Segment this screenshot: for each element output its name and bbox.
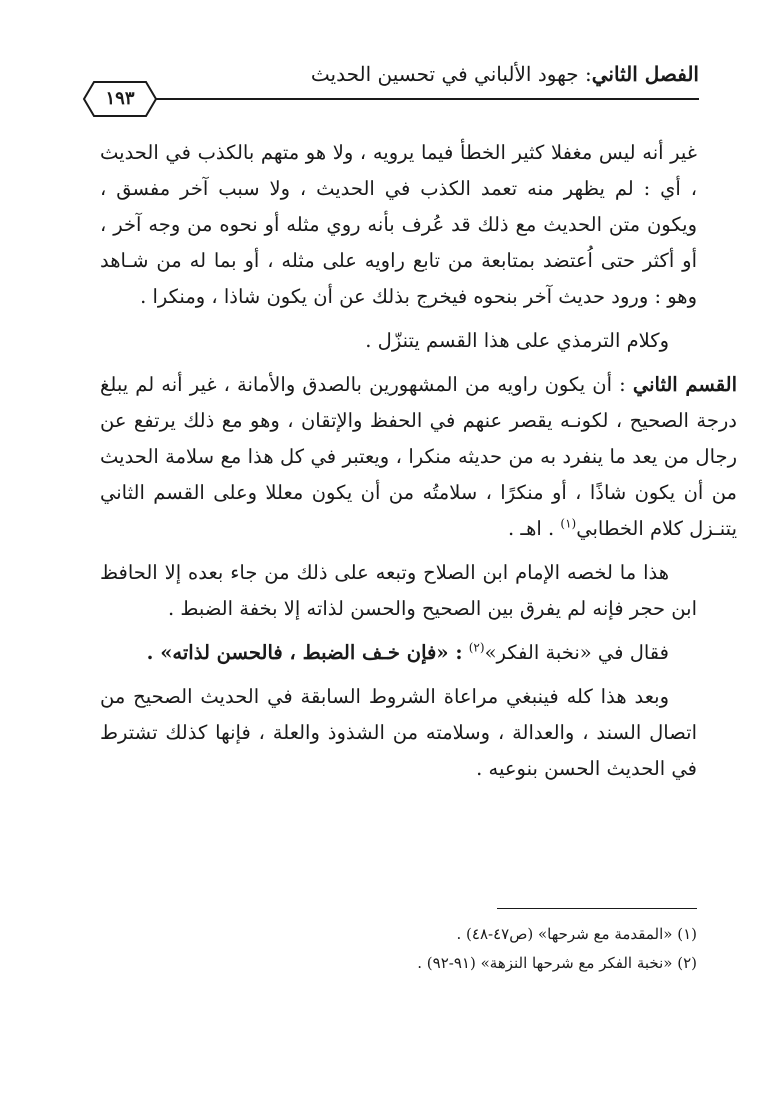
running-header: [311, 62, 699, 86]
paragraph-5-quote: : «فإن خـف الضبط ، فالحسن لذاته» .: [146, 641, 463, 664]
paragraph-1: غير أنه ليس مغفلا كثير الخطأ فيما يرويه ، ولا هو متهم بالكذب في الحديث ، أي : لم يظهر منه تعمد الكذب في الحديث ، ولا سبب آخر مفسق ، ويكون متن الحديث مع ذلك قد عُرف بأنه روي مثله أو نحوه من وجه آخر ، أو أكثر حتى اُعتضد بمتابعة من تابع راويه على مثله ، أو بما له من شـاهد وهو : ورود حديث آخر بنحوه فيخرج بذلك عن أن يكون شاذا ، ومنكرا .: [100, 141, 697, 308]
paragraph-6: وبعد هذا كله فينبغي مراعاة الشروط السابقة في الحديث الصحيح من اتصال السند ، والعدالة ، وسلامته من الشذوذ والعلة ، فإنها كذلك تشترط في الحديث الحسن بنوعيه .: [100, 685, 697, 780]
footnote-1: (١) «المقدمة مع شرحها» (ص٤٧-٤٨) .: [456, 925, 697, 943]
paragraph-2: وكلام الترمذي على هذا القسم يتنزّل .: [365, 329, 669, 352]
footnote-ref-2[interactable]: (٢): [468, 640, 485, 655]
paragraph-4: هذا ما لخصه الإمام ابن الصلاح وتبعه على ذلك من جاء بعده إلا الحافظ ابن حجر فإنه لم يفرق بين الصحيح والحسن لذاته إلا بخفة الضبط .: [100, 561, 697, 620]
paragraph-5: [100, 635, 697, 671]
main-text: [100, 135, 737, 795]
section-term: القسم الثاني: [632, 373, 737, 396]
chapter-label: الفصل الثاني: [591, 62, 699, 86]
footnote-2: (٢) «نخبة الفكر مع شرحها النزهة» (٩١-٩٢) .: [417, 954, 697, 972]
page-number: ١٩٣: [105, 88, 135, 109]
paragraph-3: [100, 367, 737, 547]
chapter-title: : جهود الألباني في تحسين الحديث: [310, 62, 592, 86]
footnotes: [120, 920, 697, 978]
paragraph-5-lead: فقال في «نخبة الفكر»: [484, 641, 669, 664]
paragraph-3-tail: . اهـ .: [507, 517, 555, 540]
header-rule: [150, 98, 699, 100]
page-number-badge: [82, 80, 158, 118]
paragraph-3-text: : أن يكون راويه من المشهورين بالصدق والأمانة ، غير أنه لم يبلغ درجة الصحيح ، لكونـه يقصر عنهم في الحفظ والإتقان ، وهو مع ذلك يرتفع عن رجال من يعد ما ينفرد به من حديثه منكرا ، ويعتبر في كل هذا مع سلامة الحديث من أن يكون شاذًا ، أو منكرًا ، سلامتُه من أن يكون معللا وعلى القسم الثاني يتنـزل كلام الخطابي: [100, 373, 737, 540]
footnote-rule: [497, 908, 697, 909]
footnote-ref-1[interactable]: (١): [560, 516, 577, 531]
